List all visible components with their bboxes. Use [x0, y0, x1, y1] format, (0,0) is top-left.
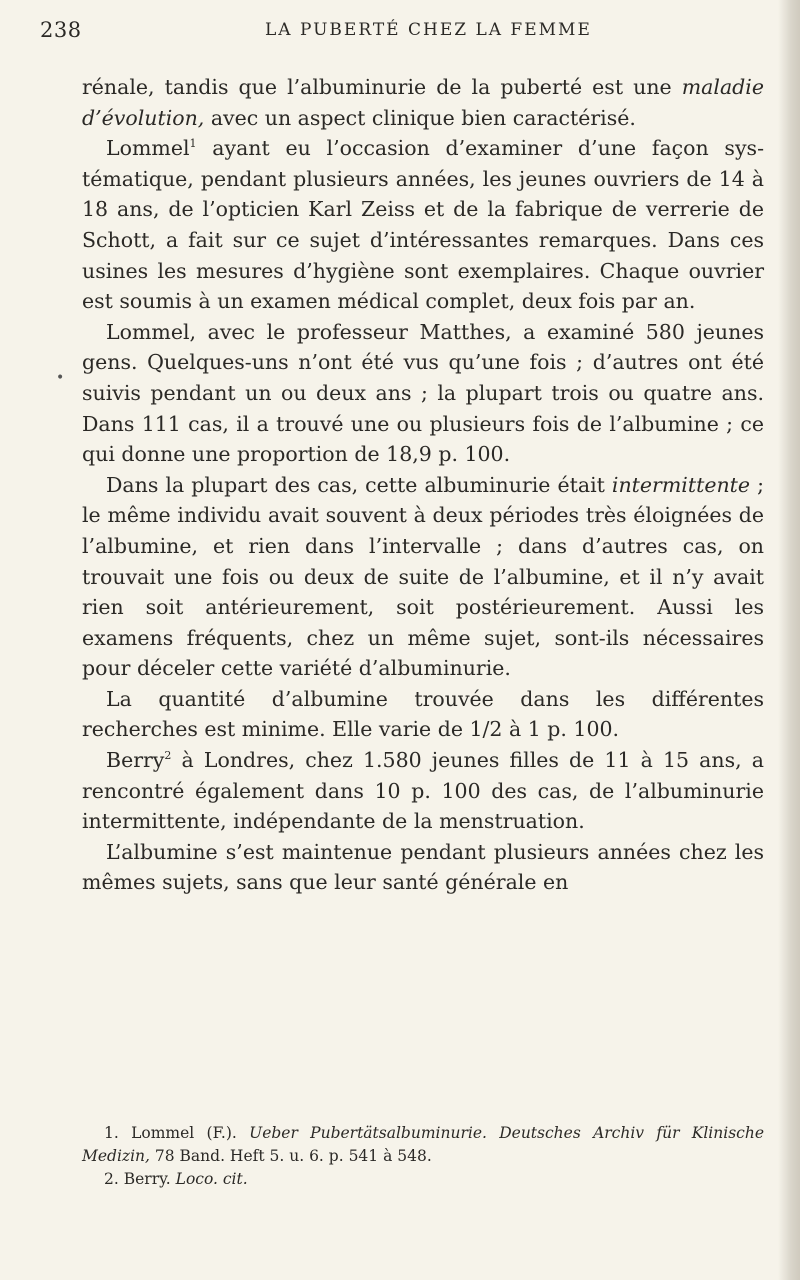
running-title: LA PUBERTÉ CHEZ LA FEMME [265, 20, 592, 40]
paragraph-7: L’albumine s’est maintenue pendant plusieurs années chez les mêmes sujets, sans que leur santé générale en [82, 839, 764, 895]
footnote-ref-2: 2 [164, 749, 172, 763]
page-header [40, 18, 760, 58]
italic-phrase: intermittente [611, 472, 751, 497]
paragraph-5: La quantité d’albumine trouvée dans les différentes recherches est minime. Elle varie de 1/2 à 1 p. 100. [82, 686, 764, 742]
page-edge-shadow [778, 0, 800, 1280]
paragraph-3: Lommel, avec le professeur Matthes, a examiné 580 jeunes gens. Quelques-uns n’ont été vus qu’une fois ; d’autres ont été suivis pendant un ou deux ans ; la plupart trois ou quatre ans. Dans 111 cas, il a trouvé une ou plusieurs fois de l’albumine ; ce qui donne une proportion de 18,9 p. 100. [82, 319, 764, 467]
margin-mark: • [56, 370, 65, 386]
body-text [82, 72, 764, 898]
italic-phrase: maladie d’évolution, [82, 75, 764, 130]
page-number: 238 [40, 18, 82, 42]
paragraph-6: Berry$^2$ à Londres, chez 1.580 jeunes filles de 11 à 15 ans, a rencontré également dans 10 p. 100 des cas, de l’albuminurie intermittente, indépendante de la menstruation. [82, 748, 764, 834]
paragraph-1: rénale, tandis que l’albuminurie de la puberté est une maladie d’évolution, avec un aspect clinique bien caractérisé. [82, 75, 764, 130]
footnote-ref-1: 1 [189, 137, 197, 151]
paragraph-2: Lommel$^1$ ayant eu l’occasion d’examiner d’une façon systématique, pendant plusieurs années, les jeunes ouvriers de 14 à 18 ans, de l’opticien Karl Zeiss et de la fabrique de verrerie de Schott, a fait sur ce sujet d’intéressantes remarques. Dans ces usines les mesures d’hygiène sont exemplaires. Chaque ouvrier est soumis à un examen médical complet, deux fois par an. [82, 136, 764, 314]
footnote-2: 2. Berry. Loco. cit. [104, 1170, 248, 1188]
footnote-1: 1. Lommel (F.). Ueber Pubertätsalbuminurie. Deutsches Archiv für Klinische Medizin, 78 Band. Heft 5. u. 6. p. 541 à 548. [82, 1124, 764, 1165]
footnotes [82, 1122, 764, 1191]
paragraph-4: Dans la plupart des cas, cette albuminurie était intermittente ; le même individu avait souvent à deux périodes très éloignées de l’albumine, et rien dans l’intervalle ; dans d’autres cas, on trouvait une fois ou deux de suite de l’albumine, et il n’y avait rien soit antérieurement, soit postérieurement. Aussi les examens fréquents, chez un même sujet, sont-ils nécessaires pour déceler cette variété d’albuminurie. [82, 472, 764, 681]
